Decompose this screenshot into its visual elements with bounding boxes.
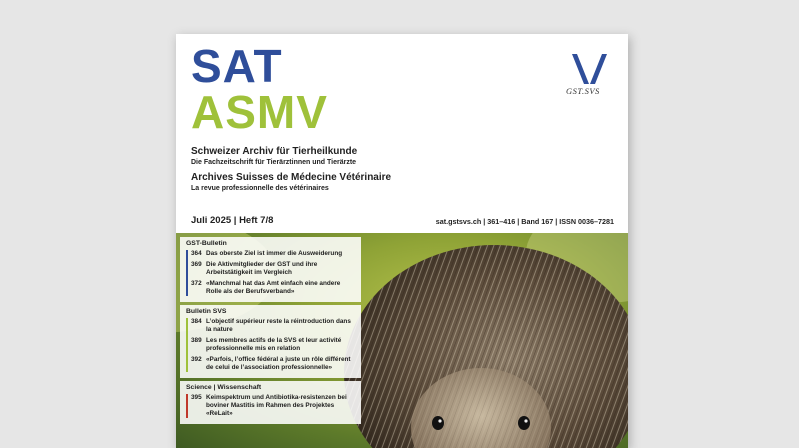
toc-item-title: «Parfois, l’office fédéral a juste un rôle différent de celui de l’association professionnelle» [206, 356, 351, 371]
toc-item[interactable] [191, 356, 357, 372]
toc-section-science [180, 381, 361, 424]
toc-item-title: Les membres actifs de la SVS et leur activité professionnelle mis en relation [206, 337, 342, 352]
toc-item-title: Die Aktivmitglieder der GST und ihre Arbeitstätigkeit im Vergleich [206, 261, 318, 276]
toc-section-heading: GST-Bulletin [186, 240, 227, 247]
issue-label: Juli 2025 | Heft 7/8 [191, 215, 274, 226]
toc-item-title: Das oberste Ziel ist immer die Ausweiderung [206, 250, 343, 257]
logo-text: GST.SVS [566, 86, 600, 96]
toc-page-number: 392 [191, 356, 202, 363]
issue-info: sat.gstsvs.ch | 361–416 | Band 167 | ISSN 0036–7281 [435, 217, 614, 226]
toc-page-number: 384 [191, 318, 202, 325]
journal-cover [176, 34, 628, 448]
toc-item[interactable] [191, 337, 357, 353]
toc-item-title: «Manchmal hat das Amt einfach eine andere Rolle als der Berufsverband» [206, 280, 341, 295]
toc-item-title: Keimspektrum und Antibiotika-resistenzen bei boviner Mastitis im Rahmen des Projektes «ReLait» [206, 394, 347, 417]
subtitle-fr-text: La revue professionnelle des vétérinaires [191, 185, 329, 192]
subtitle-de-title: Schweizer Archiv für Tierheilkunde [191, 146, 358, 157]
toc-section-bulletin-svs [180, 305, 361, 378]
toc-page-number: 372 [191, 280, 202, 287]
toc-item[interactable] [191, 250, 357, 258]
toc-section-heading: Science | Wissenschaft [186, 384, 262, 391]
table-of-contents [180, 237, 361, 427]
toc-item-title: L’objectif supérieur reste la réintroduction dans la nature [206, 318, 351, 333]
subtitle-de-text: Die Fachzeitschrift für Tierärztinnen und Tierärzte [191, 159, 357, 166]
toc-item[interactable] [191, 280, 357, 296]
journal-title-sat: SAT [191, 40, 283, 92]
subtitle-fr-title: Archives Suisses de Médecine Vétérinaire [191, 172, 392, 183]
toc-page-number: 389 [191, 337, 202, 344]
toc-item[interactable] [191, 394, 357, 418]
toc-page-number: 369 [191, 261, 202, 268]
toc-item[interactable] [191, 261, 357, 277]
toc-section-heading: Bulletin SVS [186, 308, 227, 315]
journal-title-asmv: ASMV [191, 86, 328, 138]
toc-page-number: 395 [191, 394, 202, 401]
toc-section-gst-bulletin [180, 237, 361, 302]
toc-item[interactable] [191, 318, 357, 334]
toc-page-number: 364 [191, 250, 202, 257]
